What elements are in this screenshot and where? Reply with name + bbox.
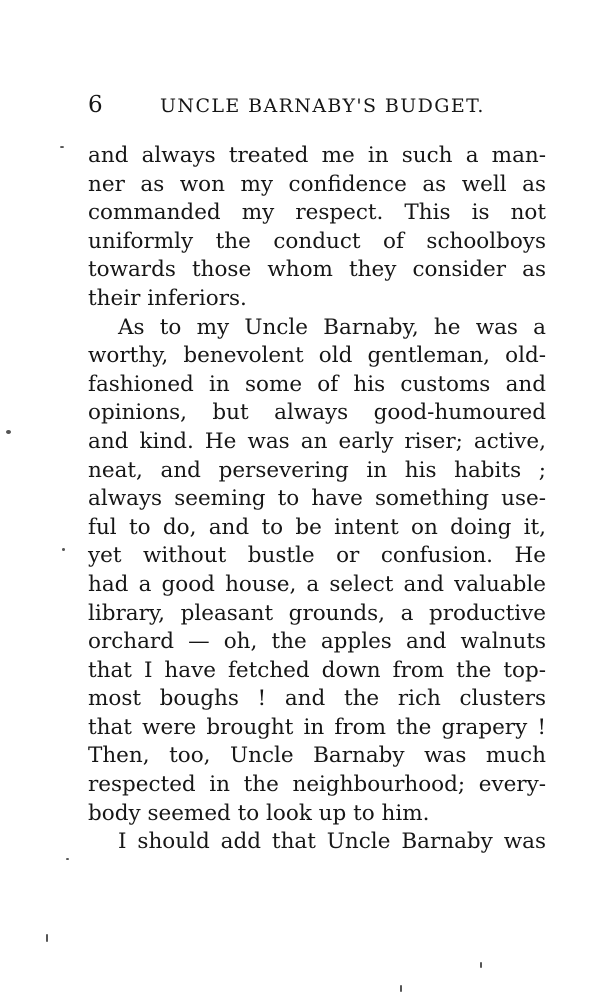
text-line: body seemed to look up to him. bbox=[88, 800, 430, 826]
text-line: As to my Uncle Barnaby, he was a bbox=[118, 314, 546, 340]
text-line: uniformly the conduct of schoolboys bbox=[88, 228, 546, 254]
scan-speck bbox=[60, 146, 64, 148]
text-line: worthy, benevolent old gentleman, old- bbox=[88, 343, 546, 369]
text-line: ner as won my confidence as well as bbox=[88, 171, 546, 197]
text-line: opinions, but always good-humoured bbox=[88, 400, 546, 426]
running-head bbox=[88, 92, 548, 128]
text-line: ful to do, and to be intent on doing it, bbox=[88, 514, 546, 540]
text-line: always seeming to have something use- bbox=[88, 486, 546, 512]
running-title: UNCLE BARNABY'S BUDGET. bbox=[160, 95, 485, 117]
text-line: commanded my respect. This is not bbox=[88, 200, 546, 226]
text-line: fashioned in some of his customs and bbox=[88, 371, 546, 397]
text-line: towards those whom they consider as bbox=[88, 257, 546, 283]
scan-speck bbox=[6, 430, 11, 434]
text-line: I should add that Uncle Barnaby was bbox=[118, 829, 546, 855]
text-line: that I have fetched down from the top- bbox=[88, 657, 546, 683]
text-line: orchard — oh, the apples and walnuts bbox=[88, 629, 546, 655]
text-line: most boughs ! and the rich clusters bbox=[88, 686, 546, 712]
text-line: yet without bustle or confusion. He bbox=[88, 543, 546, 569]
text-line: had a good house, a select and valuable bbox=[88, 571, 546, 597]
text-line: and kind. He was an early riser; active, bbox=[88, 428, 546, 454]
text-line: neat, and persevering in his habits ; bbox=[88, 457, 546, 483]
scan-speck bbox=[480, 962, 482, 968]
text-line: that were brought in from the grapery ! bbox=[88, 714, 546, 740]
scan-speck bbox=[46, 934, 48, 942]
scan-speck bbox=[66, 858, 69, 860]
text-line: respected in the neighbourhood; every- bbox=[88, 772, 546, 798]
body-text bbox=[88, 142, 546, 857]
scan-speck bbox=[400, 985, 402, 992]
text-line: Then, too, Uncle Barnaby was much bbox=[88, 743, 546, 769]
scan-speck bbox=[62, 548, 65, 551]
text-line: their inferiors. bbox=[88, 285, 247, 311]
text-line: and always treated me in such a man- bbox=[88, 143, 546, 168]
page-number: 6 bbox=[88, 92, 103, 118]
text-line: library, pleasant grounds, a productive bbox=[88, 600, 546, 626]
